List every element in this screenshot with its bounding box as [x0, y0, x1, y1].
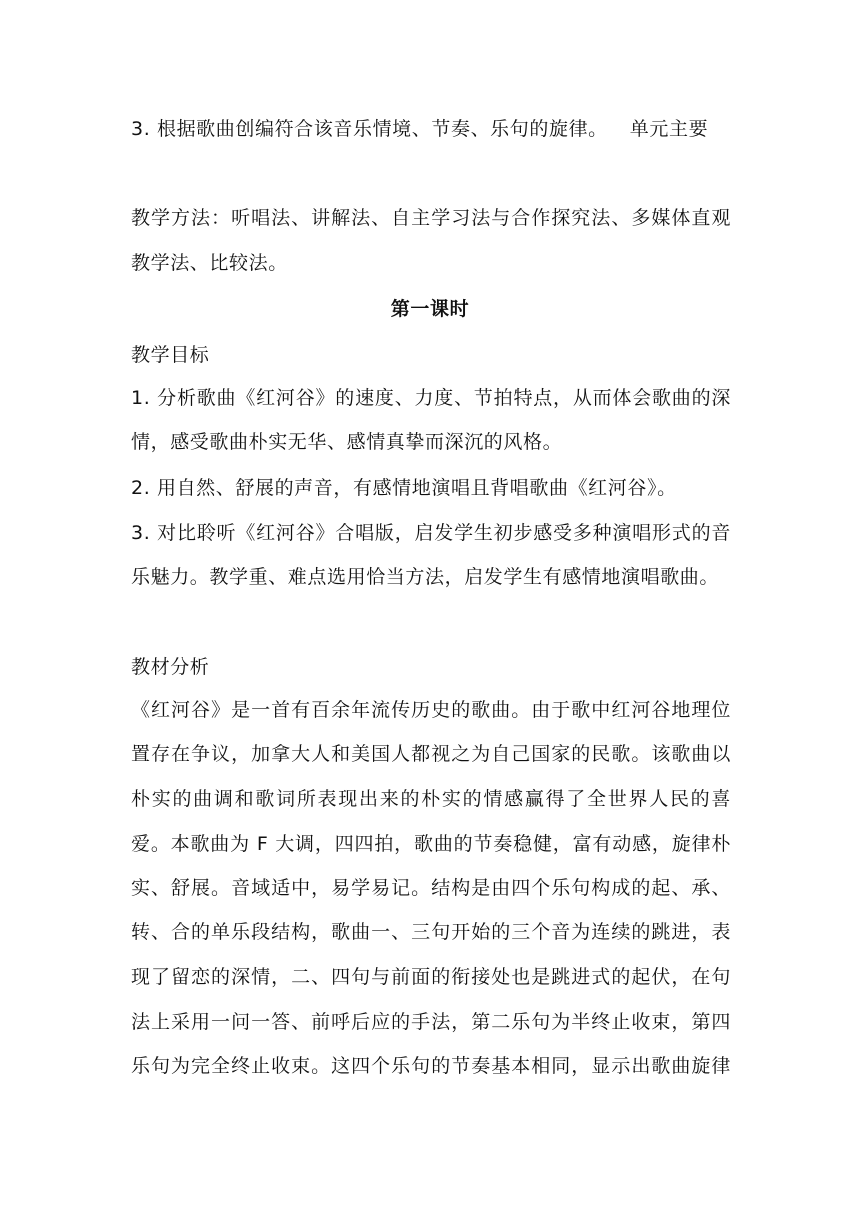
goal-1-line-1: 1. 分析歌曲《红河谷》的速度、力度、节拍特点，从而体会歌曲的深 — [131, 387, 731, 409]
analysis-line: 朴实的曲调和歌词所表现出来的朴实的情感赢得了全世界人民的喜 — [131, 788, 731, 810]
analysis-line: 现了留恋的深情，二、四句与前面的衔接处也是跳进式的起伏，在句 — [131, 966, 731, 988]
goal-3-line-1: 3. 对比聆听《红河谷》合唱版，启发学生初步感受多种演唱形式的音 — [131, 522, 731, 544]
analysis-heading: 教材分析 — [131, 656, 210, 678]
analysis-line: 乐句为完全终止收束。这四个乐句的节奏基本相同，显示出歌曲旋律 — [131, 1055, 731, 1077]
methods-line-1: 教学方法：听唱法、讲解法、自主学习法与合作探究法、多媒体直观 — [131, 207, 731, 229]
analysis-line: 法上采用一问一答、前呼后应的手法，第二乐句为半终止收束，第四 — [131, 1011, 731, 1033]
lesson-title: 第一课时 — [390, 298, 470, 320]
analysis-line: 实、舒展。音域适中，易学易记。结构是由四个乐句构成的起、承、 — [131, 877, 731, 899]
analysis-line: 爱。本歌曲为 F 大调，四四拍，歌曲的节奏稳健，富有动感，旋律朴 — [131, 833, 731, 855]
objective-item-3-text: 3. 根据歌曲创编符合该音乐情境、节奏、乐句的旋律。 — [131, 118, 608, 140]
goal-1-line-2: 情，感受歌曲朴实无华、感情真挚而深沉的风格。 — [131, 431, 563, 453]
analysis-line: 置存在争议，加拿大人和美国人都视之为自己国家的民歌。该歌曲以 — [131, 743, 731, 765]
goals-heading: 教学目标 — [131, 344, 210, 366]
unit-main-fragment: 单元主要 — [629, 118, 709, 140]
methods-line-2: 教学法、比较法。 — [131, 252, 288, 274]
analysis-line: 转、合的单乐段结构，歌曲一、三句开始的三个音为连续的跳进，表 — [131, 921, 731, 943]
goal-3-line-2: 乐魅力。教学重、难点选用恰当方法，启发学生有感情地演唱歌曲。 — [131, 566, 720, 588]
objective-item-3 — [131, 117, 731, 141]
goal-2: 2. 用自然、舒展的声音，有感情地演唱且背唱歌曲《红河谷》。 — [131, 477, 677, 499]
analysis-line: 《红河谷》是一首有百余年流传历史的歌曲。由于歌中红河谷地理位 — [131, 699, 731, 721]
